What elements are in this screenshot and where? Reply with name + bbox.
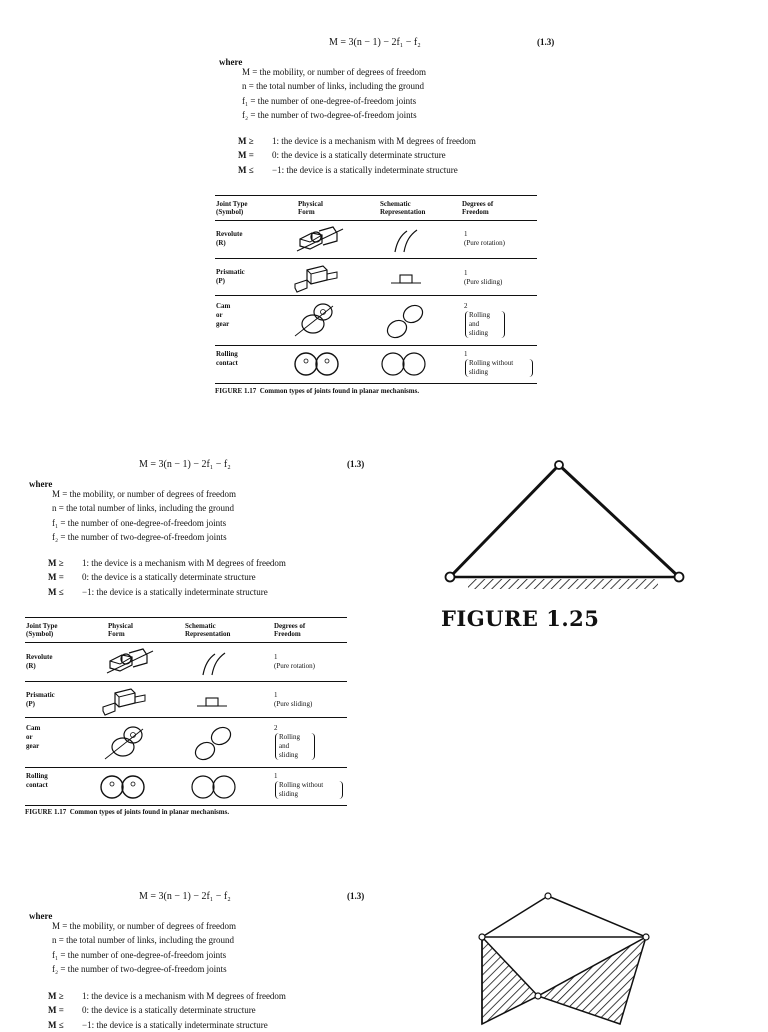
equation-number: (1.3) xyxy=(537,37,555,47)
case-line: M ≤ −1: the device is a statically indeterminate structure xyxy=(48,1019,268,1030)
table-row: Cam or gear xyxy=(26,724,41,750)
definition-line: n = the total number of links, including the ground xyxy=(52,935,235,946)
case-line: M ≤ −1: the device is a statically indeterminate structure xyxy=(238,164,458,175)
definition-line: f₁ = the number of one-degree-of-freedom joints xyxy=(242,95,417,106)
revolute-physical-icon xyxy=(297,225,347,255)
prismatic-physical-icon xyxy=(293,264,339,294)
table-row: Revolute (R) xyxy=(216,230,243,247)
prismatic-schematic-icon xyxy=(197,695,227,709)
joint-types-table: Joint Type (Symbol) Physical Form Schematic Representation Degrees of Freedom Revolute (R) 1 (Pure rotation) Prismatic (P) 1 (Pure sliding) Cam or gear 2 Rolling and sliding Rolling contact 1 Rolling without sliding xyxy=(25,617,347,817)
cam-schematic-icon xyxy=(193,725,233,761)
mobility-equation: M = 3(n − 1) − 2f₁ − f₂ xyxy=(139,459,231,470)
revolute-schematic-icon xyxy=(201,650,229,676)
figure-1-17-caption: FIGURE 1.17 Common types of joints found in planar mechanisms. xyxy=(25,808,230,816)
definition-line: M = the mobility, or number of degrees of freedom xyxy=(242,67,426,77)
rolling-physical-icon xyxy=(99,775,147,799)
revolute-physical-icon xyxy=(107,647,157,677)
mobility-equation: M = 3(n − 1) − 2f₁ − f₂ xyxy=(139,891,231,902)
revolute-schematic-icon xyxy=(393,227,421,253)
case-line: M = 0: the device is a statically determinate structure xyxy=(48,1005,256,1016)
table-row: Cam or gear xyxy=(216,302,231,328)
case-line: M = 0: the device is a statically determinate structure xyxy=(48,572,256,583)
table-row: Rolling contact xyxy=(26,772,48,789)
rolling-schematic-icon xyxy=(380,352,428,376)
table-row: Prismatic (P) xyxy=(216,268,245,285)
figure-1-25-triangle-diagram xyxy=(430,455,670,605)
table-row: Revolute (R) xyxy=(26,653,53,670)
mobility-cases xyxy=(48,989,286,1032)
figure-1-25-caption: FIGURE 1.25 xyxy=(441,606,600,631)
rolling-schematic-icon xyxy=(190,775,238,799)
definition-line: f₂ = the number of two-degree-of-freedom joints xyxy=(52,531,227,542)
case-line: M ≥ 1: the device is a mechanism with M degrees of freedom xyxy=(238,136,476,146)
equation-number: (1.3) xyxy=(347,891,365,901)
where-label: where xyxy=(29,911,53,921)
equation-number: (1.3) xyxy=(347,459,365,469)
variable-definitions xyxy=(52,487,236,544)
cam-schematic-icon xyxy=(385,303,425,339)
mobility-cases xyxy=(48,556,286,599)
case-line: M ≥ 1: the device is a mechanism with M degrees of freedom xyxy=(48,991,286,1001)
table-row: Prismatic (P) xyxy=(26,691,55,708)
definition-line: f₂ = the number of two-degree-of-freedom joints xyxy=(242,109,417,120)
variable-definitions xyxy=(242,65,426,122)
joint-types-table: Joint Type (Symbol) Physical Form Schematic Representation Degrees of Freedom Revolute (R) 1 (Pure rotation) Prismatic (P) 1 (Pure sliding) Cam or gear 2 Rolling and sliding Rolling contact 1 Rolling without sliding xyxy=(215,195,537,395)
case-line: M ≥ 1: the device is a mechanism with M degrees of freedom xyxy=(48,558,286,568)
variable-definitions xyxy=(52,919,236,976)
definition-line: f₁ = the number of one-degree-of-freedom joints xyxy=(52,949,227,960)
case-line: M = 0: the device is a statically determinate structure xyxy=(238,150,446,161)
definition-line: f₁ = the number of one-degree-of-freedom joints xyxy=(52,517,227,528)
rolling-physical-icon xyxy=(293,352,341,376)
where-label: where xyxy=(29,479,53,489)
mobility-equation: M = 3(n − 1) − 2f₁ − f₂ xyxy=(329,37,421,48)
prismatic-physical-icon xyxy=(101,687,147,717)
table-row: Rolling contact xyxy=(216,350,238,367)
cam-physical-icon xyxy=(293,300,337,340)
definition-line: n = the total number of links, including the ground xyxy=(52,503,235,514)
truss-mechanism-diagram xyxy=(470,885,670,1024)
mobility-cases xyxy=(238,134,476,177)
figure-1-17-caption: FIGURE 1.17 Common types of joints found in planar mechanisms. xyxy=(215,387,420,395)
definition-line: f₂ = the number of two-degree-of-freedom joints xyxy=(52,963,227,974)
definition-line: n = the total number of links, including the ground xyxy=(242,81,425,92)
definition-line: M = the mobility, or number of degrees of freedom xyxy=(52,921,236,931)
where-label: where xyxy=(219,57,243,67)
prismatic-schematic-icon xyxy=(391,272,421,286)
cam-physical-icon xyxy=(103,723,147,763)
definition-line: M = the mobility, or number of degrees of freedom xyxy=(52,489,236,499)
case-line: M ≤ −1: the device is a statically indeterminate structure xyxy=(48,586,268,597)
